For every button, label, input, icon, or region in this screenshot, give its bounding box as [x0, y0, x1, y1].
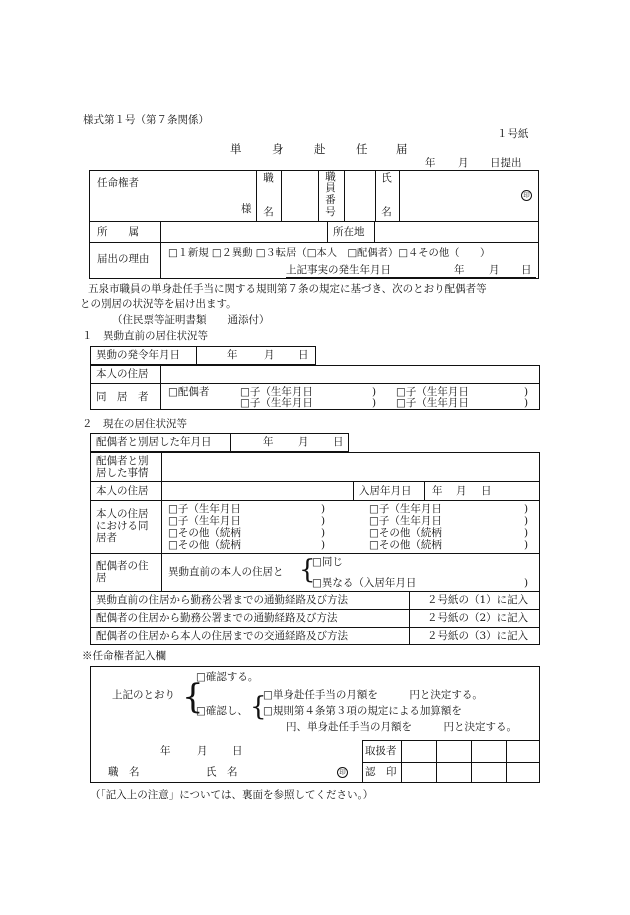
s2-child-3[interactable]: □子（生年月日: [369, 503, 442, 515]
title-char: 単: [230, 142, 242, 156]
s2-movein-month: 月: [456, 485, 467, 497]
route3-note: ２号紙の（3）に記入: [427, 630, 529, 642]
s2-child-1[interactable]: □子（生年月日: [168, 503, 241, 515]
s1-residence-label: 本人の住居: [96, 368, 149, 380]
s2-other-3[interactable]: □その他（続柄: [369, 527, 442, 539]
s2-reason-label-1: 配偶者と別: [96, 455, 149, 467]
issue-month: 月: [264, 349, 275, 361]
s1-cohabit-label: 同 居 者: [96, 391, 149, 403]
reason-options[interactable]: □１新規 □２異動 □３転居（□本人 □配偶者）□４その他（ ）: [168, 247, 491, 259]
s2-other-4[interactable]: □その他（続柄: [369, 539, 442, 551]
title-char: 身: [272, 142, 284, 156]
issue-date-label: 異動の発令年月日: [96, 349, 180, 361]
s1-close: ): [372, 397, 377, 409]
option1-check[interactable]: □単身赴任手当の月額を 円と決定する。: [263, 689, 483, 701]
shimei-label: 氏 名: [206, 766, 238, 778]
s2-spouse-res-1: 配偶者の住: [96, 560, 149, 572]
s1-child-3[interactable]: □子（生年月日: [240, 397, 313, 409]
section2-title: ２ 現在の居住状況等: [82, 418, 187, 430]
approval-label: 認 印: [365, 766, 397, 778]
affiliation-label: 所 属: [97, 226, 139, 238]
s2-movein-day: 日: [481, 485, 492, 497]
s2-compare: 異動直前の本人の住居と: [168, 566, 284, 578]
s1-close: ): [372, 386, 377, 398]
separate-date-label: 配偶者と別居した年月日: [96, 436, 212, 448]
s2-different-check[interactable]: □異なる（入居年月日: [312, 577, 417, 589]
option2-continued: 円、単身赴任手当の月額を 円と決定する。: [286, 721, 517, 733]
s2-same-check[interactable]: □同じ: [312, 556, 343, 568]
appointer-day: 日: [232, 745, 243, 757]
attach-note: （住民票等証明書類 通添付）: [112, 314, 270, 326]
location-label: 所在地: [333, 226, 365, 238]
title-char: 届: [396, 142, 408, 156]
mei-char: 名: [263, 206, 274, 218]
brace-icon: {: [182, 677, 204, 717]
staff-no-char: 号: [325, 206, 336, 218]
issue-year: 年: [227, 349, 238, 361]
route1-note: ２号紙の（1）に記入: [427, 594, 529, 606]
issue-day: 日: [298, 349, 309, 361]
intro-line2: との別居の状況等を届け出ます。: [80, 298, 237, 310]
s2-child-2[interactable]: □子（生年月日: [168, 515, 241, 527]
event-day: 日: [521, 264, 532, 276]
s2-close: ): [524, 539, 529, 551]
s2-cohab-label-1: 本人の住居: [96, 508, 149, 520]
seal-mark: 印: [337, 767, 348, 778]
staff-no-char: 番: [325, 194, 336, 206]
submit-month: 月: [458, 157, 469, 169]
name-char: 名: [381, 206, 392, 218]
s2-close: ): [524, 527, 529, 539]
s2-close: ): [321, 515, 326, 527]
event-date-label: 上記事実の発生年月日: [286, 264, 391, 276]
separate-day: 日: [333, 436, 344, 448]
event-year: 年: [454, 264, 465, 276]
brace-icon: {: [299, 555, 316, 585]
name-char: 氏: [381, 172, 392, 184]
submit-day: 日提出: [490, 157, 522, 169]
separate-year: 年: [263, 436, 274, 448]
top-table: [89, 170, 539, 279]
s2-close: ): [524, 503, 529, 515]
event-month: 月: [489, 264, 500, 276]
appointer-month: 月: [197, 745, 208, 757]
s2-spouse-res-2: 居: [96, 572, 107, 584]
s2-residence-label: 本人の住居: [96, 485, 149, 497]
s2-close: ): [524, 577, 529, 589]
title-char: 赴: [314, 142, 326, 156]
submit-year: 年: [425, 157, 436, 169]
route1-label: 異動直前の住居から勤務公署までの通勤経路及び方法: [96, 594, 348, 606]
intro-line1: 五泉市職員の単身赴任手当に関する規則第７条の規定に基づき、次のとおり配偶者等: [88, 283, 487, 295]
section1-table: [90, 365, 540, 410]
seal-mark: 印: [521, 190, 532, 201]
s2-reason-label-2: 居した事情: [96, 467, 149, 479]
handler-label: 取扱者: [365, 745, 397, 757]
staff-no-char: 職: [325, 171, 336, 183]
appointer-section-title: ※任命権者記入欄: [82, 650, 166, 662]
confirm2-check[interactable]: □確認し、: [196, 705, 248, 717]
route2-note: ２号紙の（2）に記入: [427, 612, 529, 624]
s2-close: ): [321, 539, 326, 551]
brace-icon: {: [250, 692, 267, 722]
s1-close: ): [524, 386, 529, 398]
s2-close: ): [321, 503, 326, 515]
form-number: 様式第１号（第７条関係）: [83, 114, 209, 126]
confirm-check[interactable]: □確認する。: [196, 671, 259, 683]
sheet-label: １号紙: [497, 128, 529, 140]
s2-close: ): [524, 515, 529, 527]
above-label: 上記のとおり: [112, 689, 175, 701]
section1-title: １ 異動直前の居住状況等: [82, 330, 208, 342]
s2-other-2[interactable]: □その他（続柄: [168, 539, 241, 551]
s2-movein-label: 入居年月日: [359, 485, 412, 497]
shoku-char: 職: [263, 172, 274, 184]
title-char: 任: [356, 142, 368, 156]
s2-cohab-label-2: における同: [96, 520, 149, 532]
option2-check[interactable]: □規則第４条第３項の規定による加算額を: [263, 705, 462, 717]
s1-close: ): [524, 397, 529, 409]
s1-child-1[interactable]: □子（生年月日: [240, 386, 313, 398]
s2-other-1[interactable]: □その他（続柄: [168, 527, 241, 539]
footer-note: （「記入上の注意」については、裏面を参照してください。）: [90, 789, 374, 801]
s1-spouse-check[interactable]: □配偶者: [168, 386, 210, 398]
s2-movein-year: 年: [432, 485, 443, 497]
route2-label: 配偶者の住居から勤務公署までの通勤経路及び方法: [96, 612, 338, 624]
s2-child-4[interactable]: □子（生年月日: [369, 515, 442, 527]
s1-child-2[interactable]: □子（生年月日: [396, 386, 469, 398]
s2-cohab-label-3: 居者: [96, 532, 117, 544]
reason-label: 届出の理由: [97, 253, 150, 265]
route3-label: 配偶者の住居から本人の住居までの交通経路及び方法: [96, 630, 348, 642]
appointer-year: 年: [160, 745, 171, 757]
staff-no-char: 員: [325, 182, 336, 194]
shoku-label: 職 名: [108, 766, 140, 778]
sama-label: 様: [241, 203, 252, 215]
s1-child-4[interactable]: □子（生年月日: [396, 397, 469, 409]
separate-month: 月: [298, 436, 309, 448]
s2-close: ): [321, 527, 326, 539]
appointer-label: 任命権者: [97, 177, 139, 189]
